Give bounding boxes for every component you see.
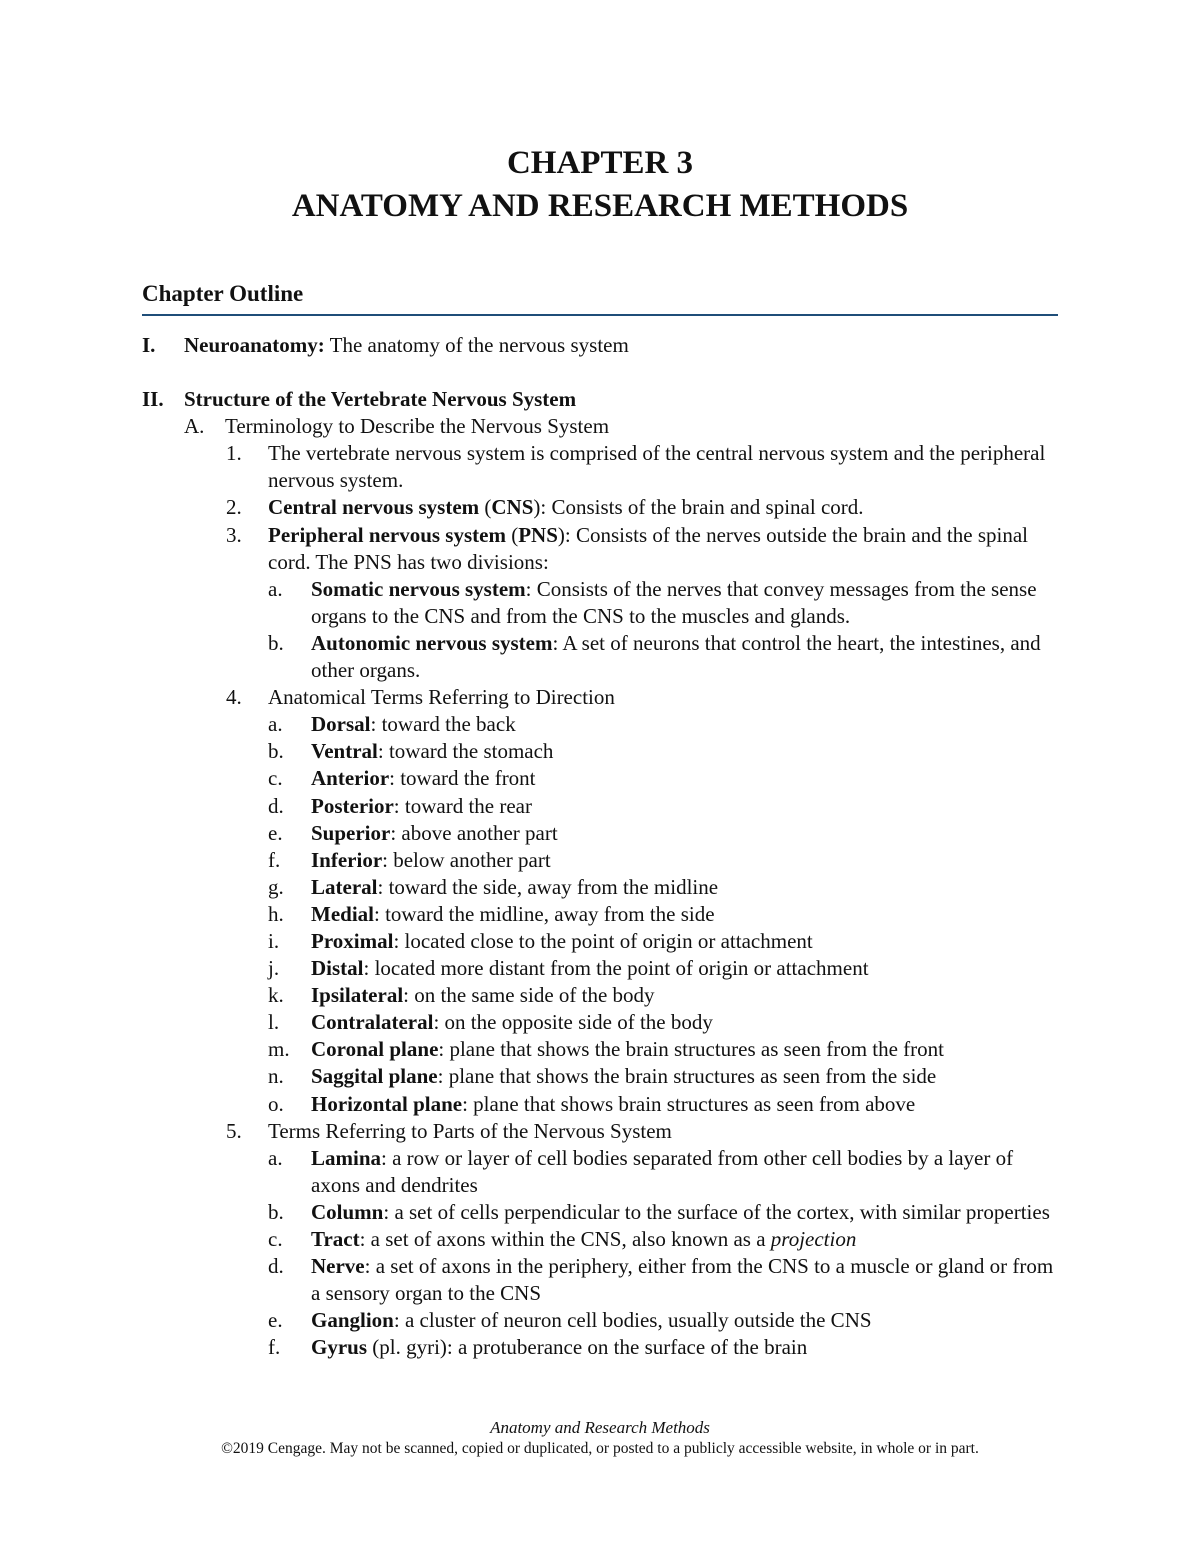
list-item-term: Medial <box>311 901 374 926</box>
list-item-letter: c. <box>268 766 283 791</box>
list-item-term: Dorsal <box>311 712 371 737</box>
list-item <box>0 901 1200 928</box>
list-item-term: Autonomic nervous system <box>311 630 553 655</box>
list-item-term: Anterior <box>311 766 390 791</box>
list-item-text: : a set of axons within the CNS, also known as a <box>359 1227 771 1251</box>
item-number: 5. <box>226 1118 242 1143</box>
list-item-text: : below another part <box>382 847 551 872</box>
item-abbr: CNS <box>491 495 534 520</box>
list-item-text: : on the same side of the body <box>403 983 655 1008</box>
list-item-text: : a cluster of neuron cell bodies, usually outside the CNS <box>393 1308 872 1333</box>
list-item <box>0 1091 1200 1118</box>
list-item-letter: e. <box>268 1308 283 1333</box>
item-text: ): Consists of the nerves outside the brain and the spinal cord. The PNS has two divisions: <box>268 522 1028 574</box>
list-item-text: : above another part <box>390 820 558 845</box>
section-title: Structure of the Vertebrate Nervous System <box>184 387 577 412</box>
list-item-letter: e. <box>268 820 283 845</box>
subsection-a <box>0 413 1200 440</box>
list-item-term: Ventral <box>311 739 378 764</box>
list-item-term: Ganglion <box>311 1308 394 1333</box>
section-i <box>0 332 1200 359</box>
list-item-term: Lateral <box>311 874 378 899</box>
list-item-term: Contralateral <box>311 1010 434 1035</box>
item-text: Anatomical Terms Referring to Direction <box>268 685 615 710</box>
list-item-term: Superior <box>311 820 391 845</box>
list-item-term: Gyrus <box>311 1335 368 1360</box>
chapter-number: CHAPTER 3 <box>506 145 694 181</box>
item-1 <box>0 440 1200 494</box>
list-item-letter: b. <box>268 630 284 655</box>
list-item <box>0 1036 1200 1063</box>
list-item-text: : toward the stomach <box>377 739 554 764</box>
list-item-text: : toward the midline, away from the side <box>374 901 715 926</box>
list-item <box>0 1226 1200 1253</box>
part-terms-list <box>0 1145 1200 1362</box>
list-item-letter: c. <box>268 1227 283 1251</box>
list-item-term: Tract <box>311 1227 360 1251</box>
list-item-term: Somatic nervous system <box>311 576 526 601</box>
item-number: 1. <box>226 441 242 466</box>
list-item-letter: d. <box>268 1254 284 1279</box>
list-item-letter: l. <box>268 1010 280 1035</box>
list-item-letter: h. <box>268 901 284 926</box>
list-item-text: : toward the side, away from the midline <box>377 874 719 899</box>
list-item <box>0 1145 1200 1199</box>
outline-body <box>0 332 1200 1361</box>
list-item-letter: i. <box>268 928 280 953</box>
list-item-term: Proximal <box>311 928 394 953</box>
list-item-letter: a. <box>268 712 283 737</box>
item-number: 3. <box>226 522 242 547</box>
list-item-text: (pl. gyri): a protuberance on the surface of the brain <box>367 1335 808 1360</box>
list-item <box>0 847 1200 874</box>
list-item-text: : plane that shows the brain structures as seen from the side <box>437 1064 937 1089</box>
item-3 <box>0 522 1200 576</box>
list-item-text: : a set of axons in the periphery, either from the CNS to a muscle or gland or from a sensory organ to the CNS <box>311 1254 1054 1306</box>
list-item-term: Nerve <box>311 1254 365 1279</box>
pns-divisions-list <box>0 576 1200 684</box>
list-item-letter: g. <box>268 874 284 899</box>
list-item-letter: j. <box>268 956 280 981</box>
footer-copyright: ©2019 Cengage. May not be scanned, copied or duplicated, or posted to a publicly accessible website, in whole or in part. <box>221 1440 979 1457</box>
section-term: Neuroanatomy: <box>184 333 325 357</box>
list-item-text: : toward the front <box>389 766 536 791</box>
list-item <box>0 1199 1200 1226</box>
subsection-title: Terminology to Describe the Nervous System <box>225 414 610 439</box>
outline-heading: Chapter Outline <box>142 281 304 306</box>
list-item <box>0 576 1200 630</box>
list-item-term: Horizontal plane <box>311 1091 463 1116</box>
list-item-text: : a set of cells perpendicular to the surface of the cortex, with similar properties <box>383 1199 1050 1224</box>
heading-rule <box>142 314 1058 316</box>
list-item <box>0 1009 1200 1036</box>
item-number: 2. <box>226 495 242 520</box>
list-item-text: : located close to the point of origin or attachment <box>393 928 813 953</box>
list-item-letter: b. <box>268 1199 284 1224</box>
list-item-letter: b. <box>268 739 284 764</box>
list-item-term: Ipsilateral <box>311 983 404 1008</box>
item-text: The vertebrate nervous system is comprised of the central nervous system and the peripheral nervous system. <box>268 441 1046 493</box>
list-item-term: Saggital plane <box>311 1064 438 1089</box>
list-item <box>0 820 1200 847</box>
item-text: ): Consists of the brain and spinal cord. <box>533 495 864 520</box>
list-item <box>0 1063 1200 1090</box>
chapter-title: ANATOMY AND RESEARCH METHODS <box>291 188 909 224</box>
list-item <box>0 765 1200 792</box>
direction-terms-list <box>0 711 1200 1117</box>
section-ii <box>0 386 1200 413</box>
list-item <box>0 874 1200 901</box>
item-4 <box>0 684 1200 711</box>
list-item <box>0 1307 1200 1334</box>
item-text: Terms Referring to Parts of the Nervous System <box>268 1118 672 1143</box>
list-item-text: : a row or layer of cell bodies separated from other cell bodies by a layer of axons and dendrites <box>311 1145 1014 1197</box>
item-paren: ( <box>505 522 519 547</box>
list-item-letter: a. <box>268 1145 283 1170</box>
list-item-text: : toward the back <box>370 712 516 737</box>
subsection-number: A. <box>184 414 205 439</box>
list-item <box>0 1253 1200 1307</box>
list-item <box>0 1334 1200 1361</box>
list-item-letter: m. <box>268 1037 290 1062</box>
list-item-term: Coronal plane <box>311 1037 439 1062</box>
footer-title: Anatomy and Research Methods <box>490 1418 710 1437</box>
list-item <box>0 793 1200 820</box>
list-item <box>0 955 1200 982</box>
item-term: Central nervous system <box>268 495 480 520</box>
list-item-letter: n. <box>268 1064 284 1089</box>
list-item <box>0 630 1200 684</box>
list-item-text: : toward the rear <box>393 793 532 818</box>
list-item-letter: f. <box>268 1335 281 1360</box>
section-number: I. <box>142 333 156 357</box>
section-text: The anatomy of the nervous system <box>324 333 629 357</box>
list-item-term: Posterior <box>311 793 394 818</box>
item-number: 4. <box>226 685 242 710</box>
list-item-text: : plane that shows the brain structures as seen from the front <box>438 1037 945 1062</box>
list-item-italic: projection <box>770 1227 857 1251</box>
item-paren: ( <box>479 495 492 520</box>
list-item-text: : on the opposite side of the body <box>433 1010 713 1035</box>
item-abbr: PNS <box>518 522 558 547</box>
list-item-term: Distal <box>311 956 364 981</box>
list-item <box>0 928 1200 955</box>
list-item <box>0 982 1200 1009</box>
list-item-term: Inferior <box>311 847 383 872</box>
list-item-text: : A set of neurons that control the heart, the intestines, and other organs. <box>311 630 1041 683</box>
list-item-letter: d. <box>268 793 284 818</box>
list-item-text: : plane that shows brain structures as seen from above <box>462 1091 916 1116</box>
item-term: Peripheral nervous system <box>268 522 506 547</box>
list-item <box>0 711 1200 738</box>
list-item <box>0 738 1200 765</box>
list-item-letter: o. <box>268 1091 284 1116</box>
list-item-term: Column <box>311 1199 384 1224</box>
item-2 <box>0 494 1200 521</box>
list-item-term: Lamina <box>311 1145 382 1170</box>
section-number: II. <box>142 387 164 412</box>
list-item-letter: k. <box>268 983 284 1008</box>
list-item-letter: f. <box>268 847 281 872</box>
list-item-letter: a. <box>268 576 283 601</box>
item-5 <box>0 1118 1200 1145</box>
list-item-text: : Consists of the nerves that convey messages from the sense organs to the CNS and from the CNS to the muscles and glands. <box>311 576 1037 628</box>
list-item-text: : located more distant from the point of origin or attachment <box>363 956 869 981</box>
